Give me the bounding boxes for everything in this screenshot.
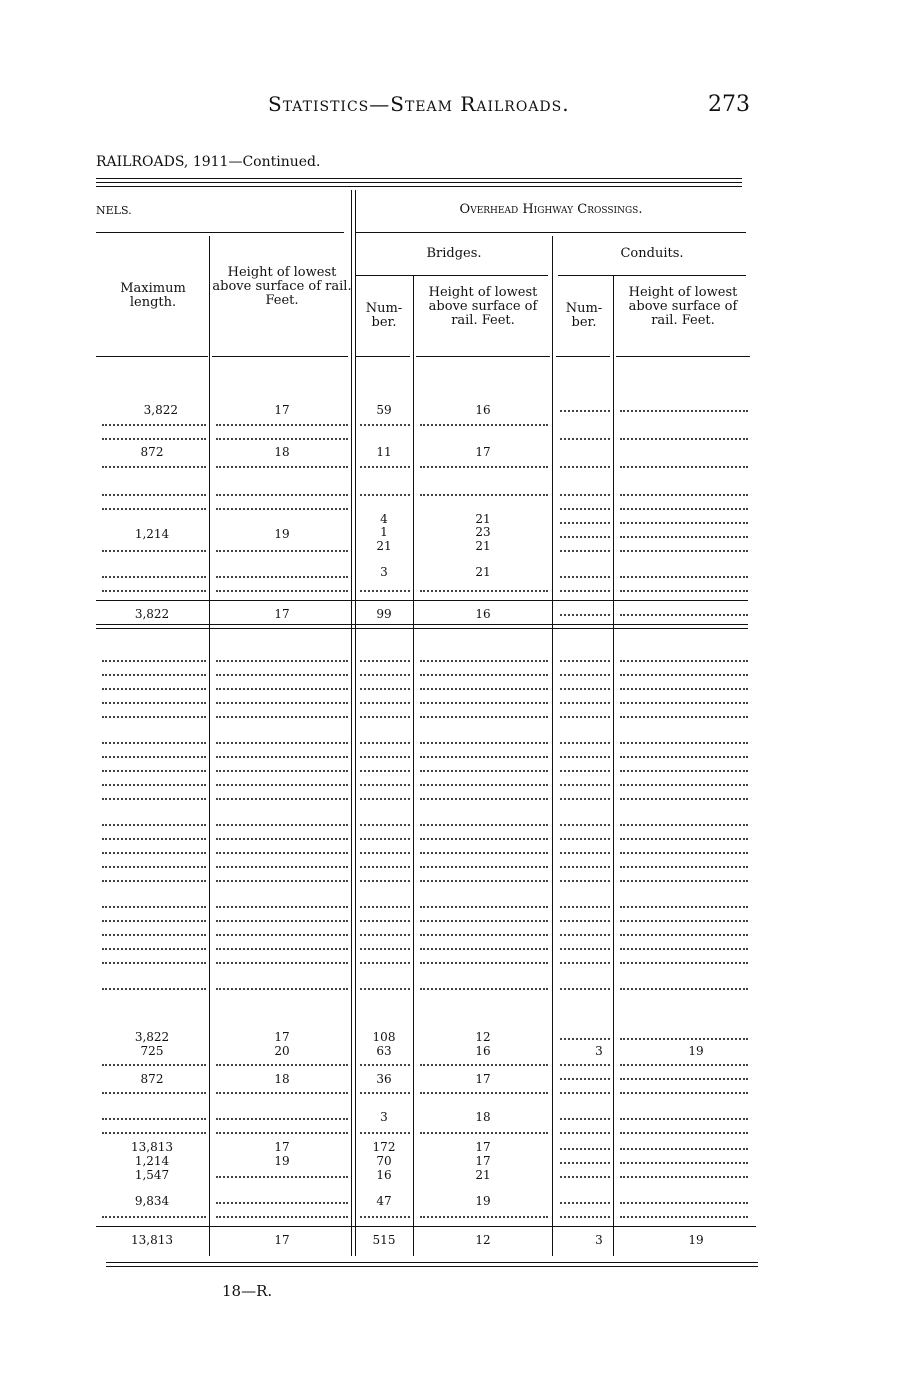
leader-dots <box>360 424 410 426</box>
leader-dots <box>360 466 410 468</box>
bridge-height-cell: 12 <box>475 1030 491 1044</box>
rule <box>356 275 548 276</box>
height-cell: 19 <box>274 527 290 541</box>
leader-dots <box>560 438 610 440</box>
height-cell: 18 <box>274 445 290 459</box>
leader-dots <box>620 536 748 538</box>
rule <box>356 356 410 357</box>
bridge-height-cell: 16 <box>475 1044 491 1058</box>
leader-dots <box>620 614 748 616</box>
leader-dots <box>560 410 610 412</box>
leader-dots <box>360 590 410 592</box>
total-max-length: 13,813 <box>131 1233 173 1247</box>
leader-dots <box>102 438 206 440</box>
height-cell: 17 <box>274 1140 290 1154</box>
bridge-height-cell: 21 <box>475 565 491 579</box>
bridges-header: Bridges. <box>426 246 482 261</box>
leader-dots <box>216 438 348 440</box>
bridge-number-cell: 70 <box>376 1154 392 1168</box>
leader-dots <box>102 508 206 510</box>
leader-dots <box>216 550 348 552</box>
bridge-number-cell: 63 <box>376 1044 392 1058</box>
max-length-cell: 13,813 <box>131 1140 173 1154</box>
total-rule <box>96 1226 756 1227</box>
bridge-height-cell: 16 <box>475 403 491 417</box>
col-height-bridges: Height of lowest above surface of rail. Feet. <box>428 285 538 328</box>
leader-dots <box>560 494 610 496</box>
leader-dots <box>420 466 548 468</box>
rule <box>356 232 746 233</box>
top-rule <box>96 178 742 183</box>
bridge-number-cell: 59 <box>376 403 392 417</box>
conduit-height-cell: 19 <box>688 1044 704 1058</box>
leader-dots <box>620 438 748 440</box>
total-bridge-height: 16 <box>475 607 491 621</box>
leader-dots <box>216 576 348 578</box>
bridge-number-cell: 36 <box>376 1072 392 1086</box>
leader-dots <box>216 494 348 496</box>
leader-dots <box>560 466 610 468</box>
page-number: 273 <box>708 92 750 117</box>
leader-dots <box>560 576 610 578</box>
total-rule <box>96 624 748 629</box>
bridge-height-cell: 17 <box>475 1154 491 1168</box>
bridge-number-cell: 172 <box>372 1140 396 1154</box>
max-length-cell: 9,834 <box>134 1194 170 1208</box>
max-length-cell: 872 <box>140 445 164 459</box>
col-height-conduits: Height of lowest above surface of rail. Feet. <box>628 285 738 328</box>
leader-dots <box>620 550 748 552</box>
leader-dots <box>102 424 206 426</box>
table-subtitle: RAILROADS, 1911—Continued. <box>96 154 321 170</box>
total-bridge-height: 12 <box>475 1233 491 1247</box>
overhead-crossings-header: Overhead Highway Crossings. <box>459 202 643 217</box>
bridge-height-cell: 17 <box>475 1140 491 1154</box>
leader-dots <box>560 536 610 538</box>
bridge-height-cell: 23 <box>475 525 491 539</box>
leader-dots <box>102 550 206 552</box>
conduits-header: Conduits. <box>620 246 684 261</box>
bridge-number-cell: 3 <box>380 1110 388 1124</box>
leader-dots <box>102 466 206 468</box>
page-title: Statistics—Steam Railroads. <box>268 92 570 116</box>
total-bridge-number: 515 <box>372 1233 396 1247</box>
conduit-number-cell: 3 <box>595 1044 603 1058</box>
height-cell: 20 <box>274 1044 290 1058</box>
leader-dots <box>620 590 748 592</box>
rule <box>556 356 610 357</box>
bridge-number-cell: 47 <box>376 1194 392 1208</box>
leader-dots <box>216 590 348 592</box>
column-divider <box>351 190 356 1256</box>
max-length-cell: 3,822 <box>143 403 178 417</box>
bridge-number-cell: 21 <box>376 539 392 553</box>
max-length-cell: 1,214 <box>134 527 170 541</box>
bridge-number-cell: 16 <box>376 1168 392 1182</box>
rule <box>416 356 550 357</box>
column-divider <box>552 236 553 1256</box>
bridge-height-cell: 21 <box>475 539 491 553</box>
bridge-number-cell: 4 <box>380 512 388 526</box>
max-length-cell: 872 <box>140 1072 164 1086</box>
total-height: 17 <box>274 607 290 621</box>
bridge-height-cell: 19 <box>475 1194 491 1208</box>
total-rule <box>96 600 748 601</box>
col-height-lowest: Height of lowest above surface of rail. Feet. <box>212 265 352 308</box>
max-length-cell: 1,214 <box>134 1154 170 1168</box>
total-conduit-number: 3 <box>595 1233 603 1247</box>
bridge-height-cell: 17 <box>475 1072 491 1086</box>
rule <box>616 356 750 357</box>
height-cell: 17 <box>274 403 290 417</box>
leader-dots <box>102 590 206 592</box>
col-max-length: Maximum length. <box>120 281 186 310</box>
left-section-header: NELS. <box>96 204 132 217</box>
rule <box>96 232 344 233</box>
leader-dots <box>360 494 410 496</box>
top-rule-thin <box>96 186 742 187</box>
leader-dots <box>560 522 610 524</box>
bridge-height-cell: 21 <box>475 1168 491 1182</box>
column-divider <box>209 236 210 1256</box>
height-cell: 18 <box>274 1072 290 1086</box>
leader-dots <box>620 522 748 524</box>
col-number-bridges: Num- ber. <box>365 301 403 330</box>
col-number-conduits: Num- ber. <box>565 301 603 330</box>
leader-dots <box>102 576 206 578</box>
leader-dots <box>560 508 610 510</box>
total-max-length: 3,822 <box>134 607 170 621</box>
leader-dots <box>620 576 748 578</box>
signature-mark: 18—R. <box>222 1282 273 1300</box>
leader-dots <box>420 494 548 496</box>
bridge-number-cell: 3 <box>380 565 388 579</box>
total-bridge-number: 99 <box>376 607 392 621</box>
column-divider <box>613 276 614 1256</box>
bottom-rule <box>106 1262 758 1267</box>
leader-dots <box>560 614 610 616</box>
bridge-height-cell: 18 <box>475 1110 491 1124</box>
height-cell: 17 <box>274 1030 290 1044</box>
rule <box>212 356 348 357</box>
max-length-cell: 1,547 <box>134 1168 170 1182</box>
column-divider <box>413 276 414 1256</box>
total-conduit-height: 19 <box>688 1233 704 1247</box>
height-cell: 19 <box>274 1154 290 1168</box>
max-length-cell: 3,822 <box>134 1030 170 1044</box>
leader-dots <box>102 494 206 496</box>
bridge-height-cell: 17 <box>475 445 491 459</box>
bridge-number-cell: 1 <box>380 525 388 539</box>
leader-dots <box>420 424 548 426</box>
leader-dots <box>620 494 748 496</box>
bridge-number-cell: 108 <box>372 1030 396 1044</box>
leader-dots <box>620 466 748 468</box>
leader-dots <box>216 466 348 468</box>
leader-dots <box>620 410 748 412</box>
rule <box>96 356 208 357</box>
max-length-cell: 725 <box>140 1044 164 1058</box>
bridge-number-cell: 11 <box>376 445 392 459</box>
leader-dots <box>420 590 548 592</box>
leader-dots <box>216 508 348 510</box>
bridge-height-cell: 21 <box>475 512 491 526</box>
leader-dots <box>620 508 748 510</box>
leader-dots <box>560 550 610 552</box>
leader-dots <box>560 590 610 592</box>
total-height: 17 <box>274 1233 290 1247</box>
rule <box>558 275 746 276</box>
leader-dots <box>216 424 348 426</box>
